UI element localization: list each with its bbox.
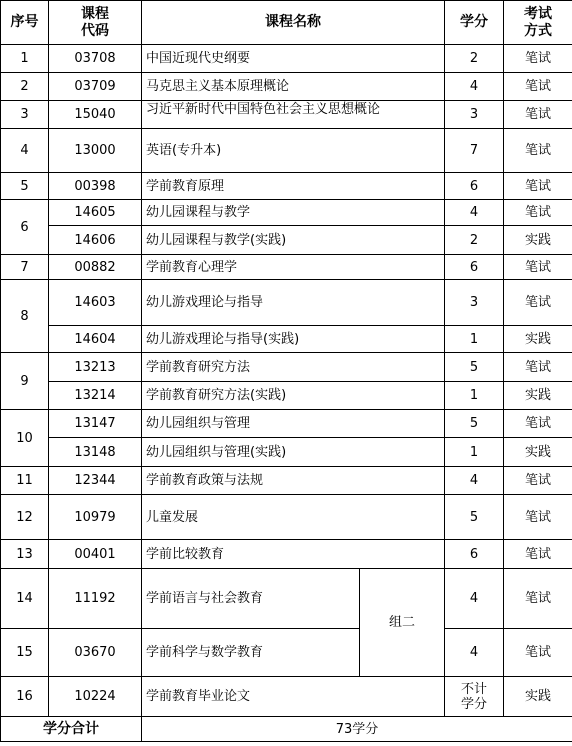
- cell-code: 14606: [49, 226, 142, 255]
- cell-seq: 12: [1, 495, 49, 540]
- cell-name: 学前教育政策与法规: [142, 467, 445, 495]
- header-code-line1: 课程: [81, 5, 109, 22]
- cell-exam: 笔试: [504, 467, 572, 495]
- cell-code: 13148: [49, 438, 142, 467]
- cell-name: 幼儿游戏理论与指导: [142, 280, 445, 326]
- table-row: [1, 467, 572, 495]
- cell-name: 中国近现代史纲要: [142, 45, 445, 73]
- cell-exam: 笔试: [504, 129, 572, 173]
- cell-name: 幼儿游戏理论与指导(实践): [142, 326, 445, 353]
- table-row: [1, 326, 572, 353]
- cell-credits: 1: [445, 382, 504, 410]
- cell-exam: 笔试: [504, 200, 572, 226]
- cell-name: 马克思主义基本原理概论: [142, 73, 445, 101]
- cell-code: 11192: [49, 569, 142, 629]
- cell-exam: 实践: [504, 226, 572, 255]
- cell-name: 学前教育研究方法: [142, 353, 445, 382]
- total-label: 学分合计: [1, 717, 142, 742]
- cell-exam: 笔试: [504, 353, 572, 382]
- cell-credits: 1: [445, 438, 504, 467]
- cell-credits: 4: [445, 467, 504, 495]
- cell-name: 学前比较教育: [142, 540, 445, 569]
- credits-line1: 不计: [460, 681, 487, 697]
- cell-credits: 4: [445, 73, 504, 101]
- cell-code: 03708: [49, 45, 142, 73]
- cell-seq: 5: [1, 173, 49, 200]
- total-value: 73学分: [142, 717, 572, 742]
- cell-name: 学前教育毕业论文: [142, 677, 445, 717]
- cell-credits: 2: [445, 45, 504, 73]
- cell-exam: 笔试: [504, 45, 572, 73]
- table-row: [1, 200, 572, 226]
- cell-name: 习近平新时代中国特色社会主义思想概论: [142, 101, 445, 129]
- cell-name: 幼儿园课程与教学: [142, 200, 445, 226]
- cell-seq: 3: [1, 101, 49, 129]
- cell-exam: 实践: [504, 382, 572, 410]
- cell-seq: 15: [1, 629, 49, 677]
- cell-name: 学前教育原理: [142, 173, 445, 200]
- cell-code: 00882: [49, 255, 142, 280]
- table-row: [1, 73, 572, 101]
- table-row: [1, 569, 572, 629]
- cell-name: 幼儿园组织与管理: [142, 410, 445, 438]
- header-code-line2: 代码: [81, 22, 109, 39]
- cell-exam: 笔试: [504, 410, 572, 438]
- table-row: [1, 353, 572, 382]
- table-row: [1, 45, 572, 73]
- header-exam-line2: 方式: [524, 22, 552, 39]
- cell-seq: 2: [1, 73, 49, 101]
- cell-code: 14604: [49, 326, 142, 353]
- cell-name: 学前语言与社会教育: [142, 569, 360, 629]
- table-row: [1, 101, 572, 129]
- header-credits: 学分: [445, 1, 504, 45]
- cell-credits: 4: [445, 200, 504, 226]
- cell-code: 12344: [49, 467, 142, 495]
- cell-code: 10224: [49, 677, 142, 717]
- table-row: [1, 410, 572, 438]
- cell-seq: 14: [1, 569, 49, 629]
- cell-credits: [445, 677, 504, 717]
- header-code: [49, 1, 142, 45]
- cell-seq: 4: [1, 129, 49, 173]
- table-row: [1, 280, 572, 326]
- cell-code: 13147: [49, 410, 142, 438]
- table-row: [1, 129, 572, 173]
- cell-exam: 笔试: [504, 101, 572, 129]
- table-row: [1, 226, 572, 255]
- cell-code: 14605: [49, 200, 142, 226]
- cell-exam: 笔试: [504, 629, 572, 677]
- cell-name: 幼儿园组织与管理(实践): [142, 438, 445, 467]
- cell-exam: 笔试: [504, 173, 572, 200]
- cell-exam: 笔试: [504, 255, 572, 280]
- header-exam-line1: 考试: [524, 5, 552, 22]
- cell-credits: 5: [445, 410, 504, 438]
- credits-line2: 学分: [460, 696, 487, 712]
- cell-exam: 笔试: [504, 73, 572, 101]
- cell-exam: 实践: [504, 677, 572, 717]
- table-row: [1, 495, 572, 540]
- cell-name: 儿童发展: [142, 495, 445, 540]
- cell-code: 00401: [49, 540, 142, 569]
- cell-seq: 9: [1, 353, 49, 410]
- group-label: 组二: [360, 569, 445, 677]
- cell-credits: 7: [445, 129, 504, 173]
- cell-seq: 1: [1, 45, 49, 73]
- table-header-row: [1, 1, 572, 45]
- table-row: [1, 677, 572, 717]
- cell-seq: 10: [1, 410, 49, 467]
- header-seq: 序号: [1, 1, 49, 45]
- cell-code: 15040: [49, 101, 142, 129]
- cell-exam: 笔试: [504, 280, 572, 326]
- table-row: [1, 173, 572, 200]
- cell-credits: 6: [445, 540, 504, 569]
- cell-seq: 8: [1, 280, 49, 353]
- cell-code: 13000: [49, 129, 142, 173]
- cell-credits: 4: [445, 569, 504, 629]
- cell-code: 13213: [49, 353, 142, 382]
- cell-name: 学前教育心理学: [142, 255, 445, 280]
- table-row: [1, 255, 572, 280]
- cell-seq: 6: [1, 200, 49, 255]
- cell-code: 14603: [49, 280, 142, 326]
- cell-seq: 7: [1, 255, 49, 280]
- header-exam: [504, 1, 572, 45]
- cell-name: 幼儿园课程与教学(实践): [142, 226, 445, 255]
- cell-credits: 2: [445, 226, 504, 255]
- cell-credits: 6: [445, 173, 504, 200]
- cell-exam: 实践: [504, 326, 572, 353]
- cell-exam: 笔试: [504, 495, 572, 540]
- cell-name: 学前教育研究方法(实践): [142, 382, 445, 410]
- cell-code: 03670: [49, 629, 142, 677]
- cell-name: 学前科学与数学教育: [142, 629, 360, 677]
- table-row: [1, 438, 572, 467]
- cell-seq: 11: [1, 467, 49, 495]
- cell-code: 00398: [49, 173, 142, 200]
- cell-name: 英语(专升本): [142, 129, 445, 173]
- cell-credits: 5: [445, 495, 504, 540]
- cell-exam: 笔试: [504, 540, 572, 569]
- header-name: 课程名称: [142, 1, 445, 45]
- table-row: [1, 382, 572, 410]
- cell-seq: 13: [1, 540, 49, 569]
- total-row: [1, 717, 572, 742]
- cell-code: 03709: [49, 73, 142, 101]
- cell-exam: 实践: [504, 438, 572, 467]
- cell-seq: 16: [1, 677, 49, 717]
- cell-credits: 3: [445, 101, 504, 129]
- cell-credits: 5: [445, 353, 504, 382]
- cell-credits: 4: [445, 629, 504, 677]
- cell-code: 13214: [49, 382, 142, 410]
- table-row: [1, 629, 572, 677]
- cell-credits: 1: [445, 326, 504, 353]
- cell-credits: 6: [445, 255, 504, 280]
- cell-exam: 笔试: [504, 569, 572, 629]
- table-row: [1, 540, 572, 569]
- cell-code: 10979: [49, 495, 142, 540]
- cell-credits: 3: [445, 280, 504, 326]
